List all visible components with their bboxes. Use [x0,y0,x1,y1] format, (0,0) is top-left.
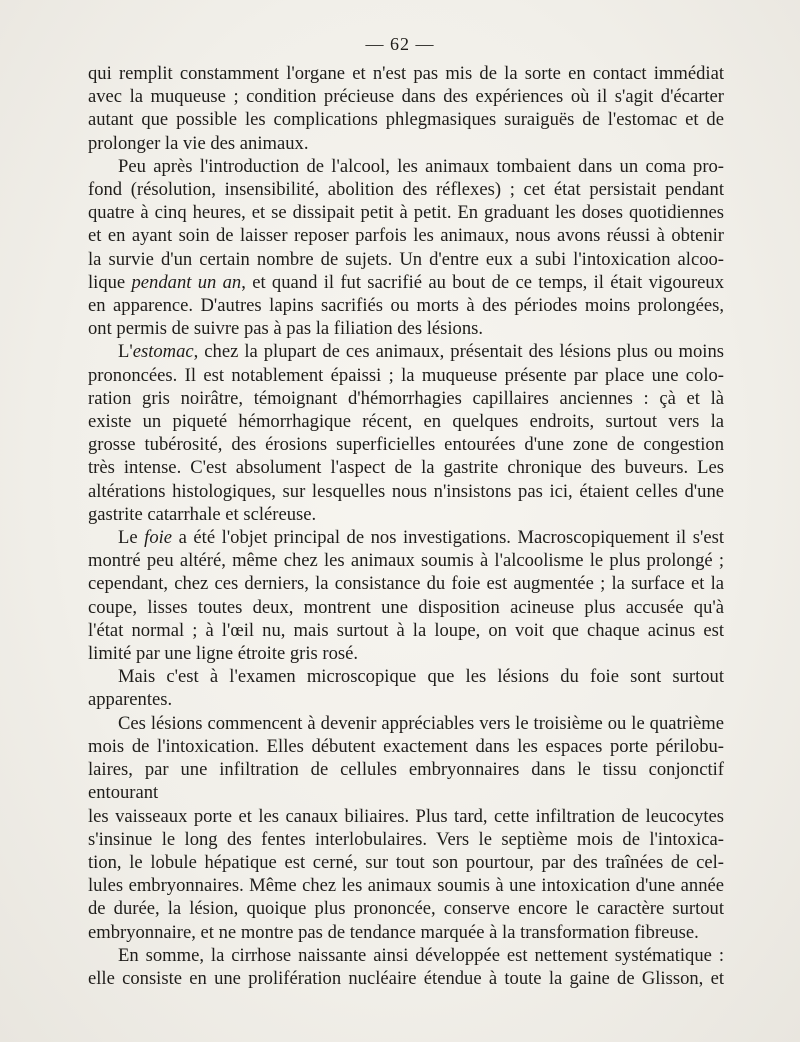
text-line: ration gris noirâtre, témoignant d'hémorrhagies capillaires anciennes : çà et là [88,387,724,409]
paragraph-first-line: Mais c'est à l'examen microscopique que les lésions du foie sont surtout apparentes. [88,666,724,711]
text-run: a été l'objet principal de nos investigations. Macroscopiquement il s'est [172,527,724,549]
text-line: avec la muqueuse ; condition précieuse dans des expériences où il s'agit d'écarter [88,86,724,108]
italic-emphasis: pendant un an [131,271,242,293]
text-line: gastrite catarrhale et scléreuse. [88,503,317,525]
paragraph-first-line: En somme, la cirrhose naissante ainsi développée est nettement systématique : [118,944,724,966]
text-line: existe un piqueté hémorrhagique récent, en quelques endroits, surtout vers la [88,411,724,433]
text-line: laires, par une infiltration de cellules embryonnaires dans le tissu conjonctif entourant [88,759,724,804]
text-line: cependant, chez ces derniers, la consistance du foie est augmentée ; la surface et la [88,573,724,595]
text-line: et en ayant soin de laisser reposer parfois les animaux, nous avons réussi à obtenir [88,225,724,247]
text-line: ont permis de suivre pas à pas la filiation des lésions. [88,318,484,340]
italic-emphasis: estomac [132,341,194,363]
text-line: lules embryonnaires. Même chez les animaux soumis à une intoxication d'une année [88,875,724,897]
text-line: la survie d'un certain nombre de sujets. Un d'entre eux a subi l'intoxication alcoo- [88,248,724,270]
text-line: l'état normal ; à l'œil nu, mais surtout à la loupe, on voit que chaque acinus est [88,619,724,641]
text-run: , chez la plupart de ces animaux, présentait des lésions plus ou moins [193,341,724,363]
text-run: Le [118,527,145,549]
text-line: altérations histologiques, sur lesquelles nous n'insistons pas ici, étaient celles d'une [88,480,724,502]
text-line: mois de l'intoxication. Elles débutent exactement dans les espaces porte périlobu- [88,735,724,757]
text-line: prononcées. Il est notablement épaissi ; la muqueuse présente par place une colo- [88,364,724,386]
text-line: fond (résolution, insensibilité, abolition des réflexes) ; cet état persistait pendant [88,179,724,201]
text-run: , et quand il fut sacrifié au bout de ce temps, il était vigoureux [241,271,725,293]
text-line: coupe, lisses toutes deux, montrent une disposition acineuse plus accusée qu'à [88,596,724,618]
text-line: tion, le lobule hépatique est cerné, sur tout son pourtour, par des traînées de cel- [88,851,724,873]
page-number: — 62 — [365,34,435,54]
text-line [88,271,724,294]
text-run: lique [88,271,132,293]
text-line: quatre à cinq heures, et se dissipait petit à petit. En graduant les doses quotidiennes [88,202,724,224]
paragraph-first-line: Peu après l'introduction de l'alcool, les animaux tombaient dans un coma pro- [118,155,724,177]
text-line: autant que possible les complications phlegmasiques suraiguës de l'estomac et de [88,109,724,131]
text-line: qui remplit constamment l'organe et n'est pas mis de la sorte en contact immédiat [88,63,724,84]
text-line: montré peu altéré, même chez les animaux soumis à l'alcoolisme le plus prolongé ; [88,550,724,572]
text-line: limité par une ligne étroite gris rosé. [88,643,359,665]
text-run: L' [118,341,133,363]
text-line: de durée, la lésion, quoique plus prononcée, conserve encore le caractère surtout [88,898,724,920]
text-line: embryonnaire, et ne montre pas de tendance marquée à la transformation fibreuse. [88,921,699,943]
text-line: prolonger la vie des animaux. [88,132,309,154]
text-line: grosse tubérosité, des érosions superficielles entourées d'une zone de congestion [88,434,724,456]
text-line: les vaisseaux porte et les canaux biliaires. Plus tard, cette infiltration de leucocytes [88,805,724,827]
text-line: s'insinue le long des fentes interlobulaires. Vers le septième mois de l'intoxica- [88,828,724,850]
text-line: elle consiste en une prolifération nucléaire étendue à toute la gaine de Glisson, et [88,967,724,989]
paragraph-first-line: Ces lésions commencent à devenir appréciables vers le troisième ou le quatrième [118,712,724,734]
paragraph-first-line [88,526,724,549]
text-line: très intense. C'est absolument l'aspect de la gastrite chronique des buveurs. Les [88,457,724,479]
text-line: en apparence. D'autres lapins sacrifiés ou morts à des périodes moins prolongées, [88,295,724,317]
italic-emphasis: foie [144,527,173,549]
paragraph-first-line [88,340,724,363]
body-text [88,62,724,990]
